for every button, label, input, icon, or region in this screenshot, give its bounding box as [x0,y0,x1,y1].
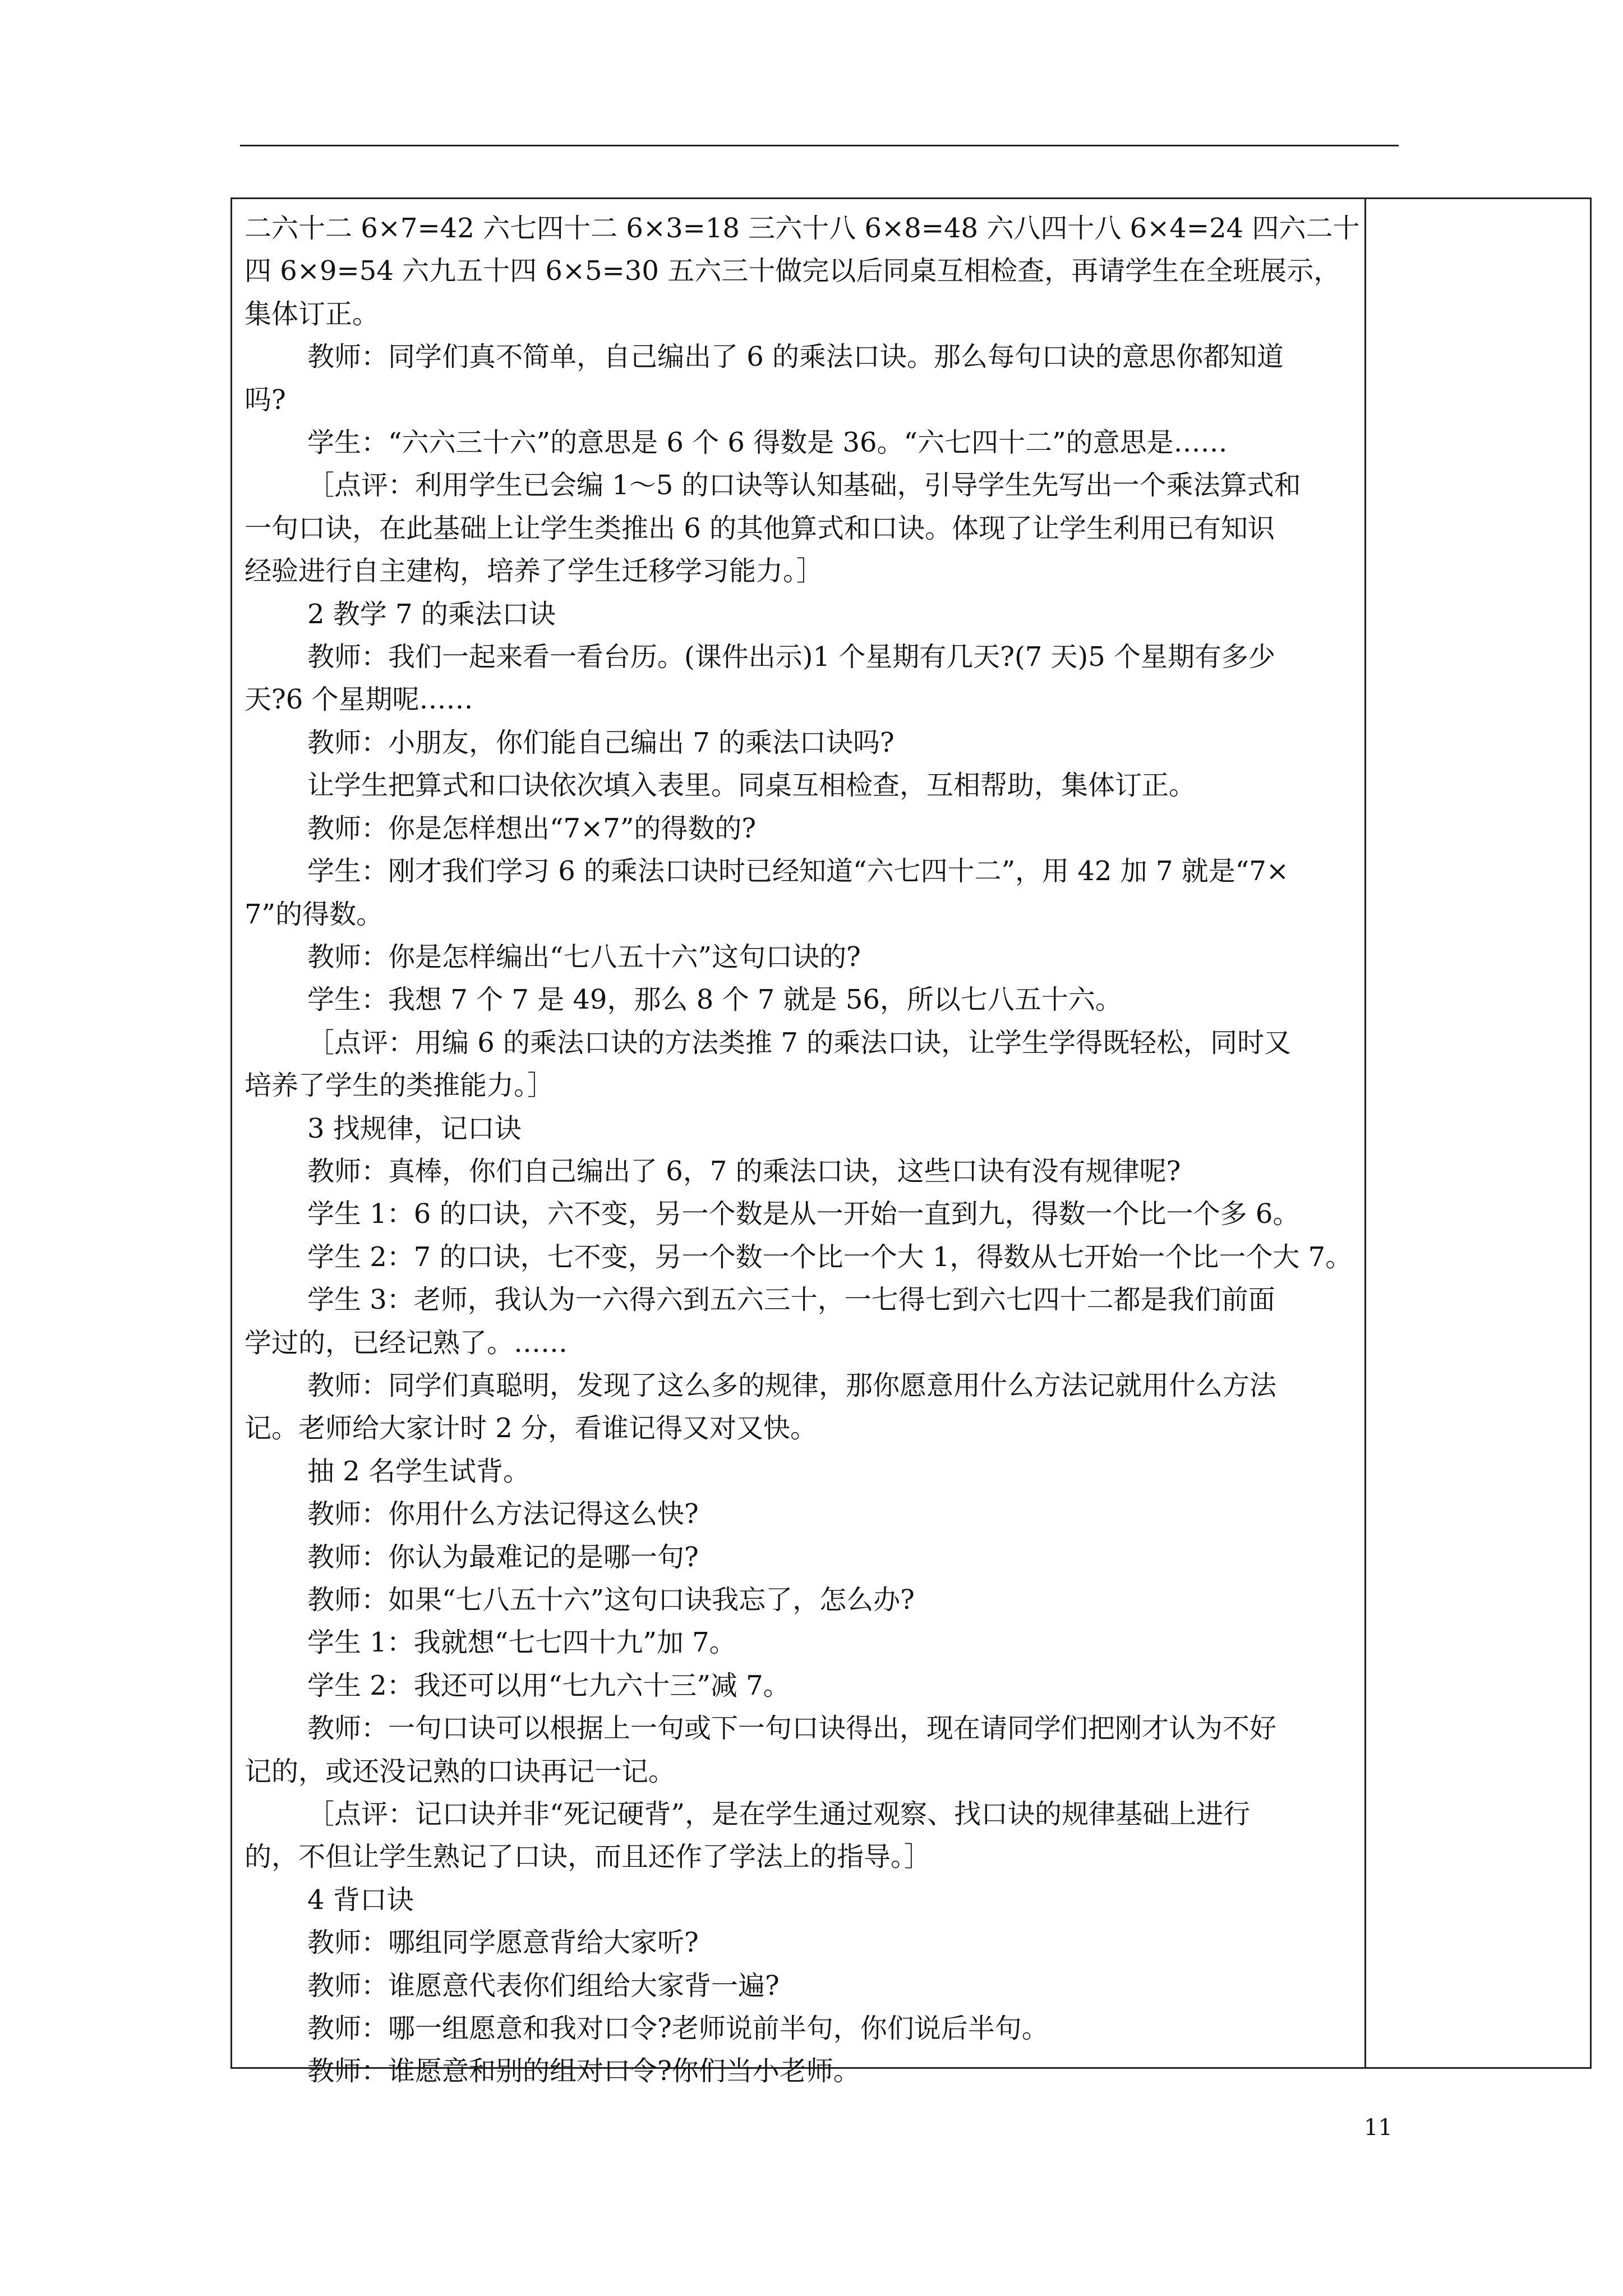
text-line: 教师：你认为最难记的是哪一句? [307,1541,699,1573]
text-line: 教师：哪一组愿意和我对口令?老师说前半句，你们说后半句。 [307,2013,1049,2045]
text-line: 教师：谁愿意和别的组对口令?你们当小老师。 [307,2055,860,2087]
text-line: 教师：我们一起来看一看台历。(课件出示)1 个星期有几天?(7 天)5 个星期有多少 [307,641,1276,673]
text-line: 天?6 个星期呢…… [245,684,473,716]
text-line: 教师：小朋友，你们能自己编出 7 的乘法口诀吗? [307,726,895,758]
text-line: 教师：你用什么方法记得这么快? [307,1498,699,1530]
text-line: 学生 3：老师，我认为一六得六到五六三十，一七得七到六七四十二都是我们前面 [307,1284,1275,1316]
text-line: 学生：刚才我们学习 6 的乘法口诀时已经知道“六七四十二”，用 42 加 7 就是“7× [307,855,1289,887]
text-line: 学生 1：6 的口诀，六不变，另一个数是从一开始一直到九，得数一个比一个多 6。 [307,1198,1300,1230]
text-line: 培养了学生的类推能力。］ [245,1070,555,1102]
text-line: ［点评：利用学生已会编 1～5 的口诀等认知基础，引导学生先写出一个乘法算式和 [307,470,1301,501]
text-line: 7”的得数。 [245,898,384,930]
text-line: 集体订正。 [245,298,380,330]
text-line: ［点评：记口诀并非“死记硬背”，是在学生通过观察、找口诀的规律基础上进行 [307,1798,1251,1830]
text-line: 教师：同学们真不简单，自己编出了 6 的乘法口诀。那么每句口诀的意思你都知道 [307,341,1284,373]
header-rule [240,145,1399,146]
lesson-table [230,197,1592,2087]
text-line: 4 背口诀 [307,1884,414,1916]
text-line: 教师：如果“七八五十六”这句口诀我忘了，怎么办? [307,1584,915,1616]
text-line: 教师：一句口诀可以根据上一句或下一句口诀得出，现在请同学们把刚才认为不好 [307,1713,1277,1745]
text-line: 抽 2 名学生试背。 [307,1455,531,1487]
text-line: 学生 2：我还可以用“七九六十三”减 7。 [307,1669,790,1701]
text-line: 让学生把算式和口诀依次填入表里。同桌互相检查，互相帮助，集体订正。 [307,770,1196,802]
text-line: 3 找规律，记口诀 [307,1112,522,1144]
notes-cell [1366,199,1590,2067]
text-line: 一句口诀，在此基础上让学生类推出 6 的其他算式和口诀。体现了让学生利用已有知识 [245,512,1275,544]
text-line: 二六十二 6×7=42 六七四十二 6×3=18 三六十八 6×8=48 六八四十八 6×4=24 四六二十 [245,213,1360,244]
text-line: 教师：同学们真聪明，发现了这么多的规律，那你愿意用什么方法记就用什么方法 [307,1369,1277,1401]
text-line: 四 6×9=54 六九五十四 6×5=30 五六三十做完以后同桌互相检查，再请学生在全班展示， [245,255,1341,287]
text-line: 教师：你是怎样编出“七八五十六”这句口诀的? [307,941,861,973]
text-line: 2 教学 7 的乘法口诀 [307,598,556,630]
text-line: 学过的，已经记熟了。…… [245,1327,568,1359]
text-line: 记的，或还没记熟的口诀再记一记。 [245,1755,676,1787]
text-line: 吗? [245,384,286,416]
text-line: 教师：哪组同学愿意背给大家听? [307,1927,699,1959]
text-line: 记。老师给大家计时 2 分，看谁记得又对又快。 [245,1412,818,1444]
text-line: 学生：“六六三十六”的意思是 6 个 6 得数是 36。“六七四十二”的意思是…… [307,427,1228,459]
lesson-content-cell [245,207,1358,2093]
text-line: 教师：谁愿意代表你们组给大家背一遍? [307,1970,780,2001]
text-line: 教师：真棒，你们自己编出了 6，7 的乘法口诀，这些口诀有没有规律呢? [307,1155,1181,1187]
text-line: ［点评：用编 6 的乘法口诀的方法类推 7 的乘法口诀，让学生学得既轻松，同时又 [307,1027,1292,1059]
text-line: 经验进行自主建构，培养了学生迁移学习能力。］ [245,555,824,587]
text-line: 教师：你是怎样想出“7×7”的得数的? [307,812,757,844]
text-line: 的，不但让学生熟记了口诀，而且还作了学法上的指导。］ [245,1841,932,1873]
page-number: 11 [1364,2115,1393,2141]
text-line: 学生 2：7 的口诀，七不变，另一个数一个比一个大 1，得数从七开始一个比一个大 7。 [307,1241,1353,1273]
text-line: 学生：我想 7 个 7 是 49，那么 8 个 7 就是 56，所以七八五十六。 [307,984,1122,1016]
text-line: 学生 1：我就想“七七四十九”加 7。 [307,1627,736,1659]
